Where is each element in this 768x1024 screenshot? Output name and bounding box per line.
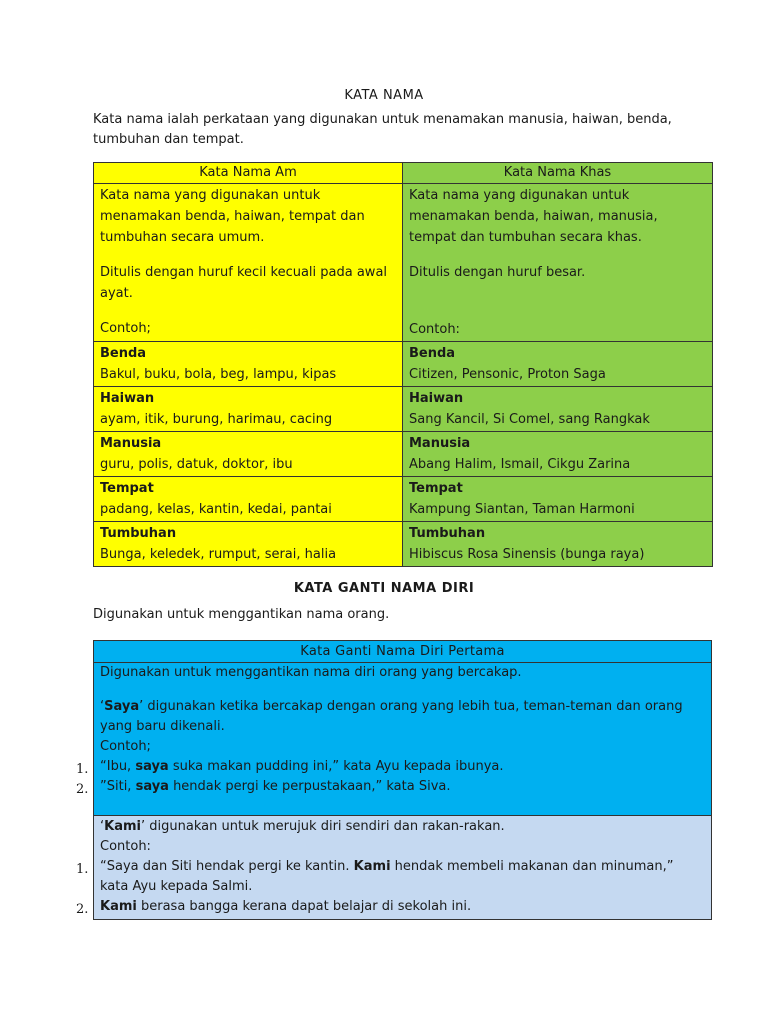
am-cell	[94, 477, 403, 522]
table-row	[94, 522, 713, 567]
header-kata-nama-khas: Kata Nama Khas	[403, 163, 713, 184]
am-examples: padang, kelas, kantin, kedai, pantai	[100, 502, 332, 517]
am-cell	[94, 432, 403, 477]
saya-cell	[94, 663, 712, 816]
example-text: “Ibu,	[100, 759, 136, 774]
kata-nama-table	[93, 162, 713, 567]
khas-examples: Kampung Siantan, Taman Harmoni	[409, 502, 635, 517]
kami-explain-line	[100, 817, 705, 837]
khas-cell	[403, 522, 713, 567]
khas-cell	[403, 477, 713, 522]
category-label: Tumbuhan	[409, 526, 486, 541]
list-number: 1.	[76, 762, 89, 777]
category-label: Haiwan	[409, 391, 464, 406]
kami-example-1	[100, 857, 705, 897]
example-text: ”Siti,	[100, 779, 136, 794]
am-desc1: Kata nama yang digunakan untuk menamakan benda, haiwan, tempat dan tumbuhan secara umum.	[100, 188, 365, 245]
khas-cell	[403, 432, 713, 477]
am-desc2: Ditulis dengan huruf kecil kecuali pada awal ayat.	[100, 265, 388, 301]
khas-examples: Hibiscus Rosa Sinensis (bunga raya)	[409, 547, 645, 562]
quote-open: ‘	[100, 699, 105, 714]
kata-ganti-intro: Digunakan untuk menggantikan nama orang.	[93, 607, 390, 622]
kata-nama-title: KATA NAMA	[344, 88, 424, 103]
category-label: Manusia	[409, 436, 471, 451]
quote-close: ’	[139, 699, 144, 714]
am-examples: Bunga, keledek, rumput, serai, halia	[100, 547, 337, 562]
khas-examples: Abang Halim, Ismail, Cikgu Zarina	[409, 457, 631, 472]
am-examples: guru, polis, datuk, doktor, ibu	[100, 457, 293, 472]
example-text: berasa bangga kerana dapat belajar di sekolah ini.	[136, 899, 472, 914]
saya-example-1	[100, 757, 705, 777]
kami-cell	[94, 816, 712, 920]
khas-cell	[403, 342, 713, 387]
quote-close: ’	[141, 819, 146, 834]
word-saya: Saya	[104, 699, 140, 714]
saya-explain: digunakan ketika bercakap dengan orang yang lebih tua, teman-teman dan orang yang baru dikenali.	[100, 699, 683, 734]
saya-desc: Digunakan untuk menggantikan nama diri orang yang bercakap.	[100, 665, 522, 680]
khas-contoh: Contoh:	[409, 322, 460, 337]
category-label: Benda	[409, 346, 456, 361]
khas-desc2: Ditulis dengan huruf besar.	[409, 265, 586, 280]
quote-open: ‘	[100, 819, 105, 834]
example-keyword: Kami	[100, 899, 137, 914]
list-number: 2.	[76, 902, 89, 917]
saya-explain-line	[100, 697, 705, 737]
category-label: Tempat	[100, 481, 154, 496]
example-keyword: saya	[135, 779, 169, 794]
am-examples: Bakul, buku, bola, beg, lampu, kipas	[100, 367, 337, 382]
table-row	[94, 477, 713, 522]
kata-ganti-title: KATA GANTI NAMA DIRI	[293, 581, 475, 596]
header-kata-ganti-pertama	[94, 641, 712, 663]
saya-example-2	[100, 777, 705, 797]
khas-examples: Sang Kancil, Si Comel, sang Rangkak	[409, 412, 650, 427]
word-kami: Kami	[104, 819, 141, 834]
khas-cell	[403, 387, 713, 432]
am-cell	[94, 342, 403, 387]
am-examples: ayam, itik, burung, harimau, cacing	[100, 412, 333, 427]
kami-contoh: Contoh:	[100, 839, 151, 854]
category-label: Haiwan	[100, 391, 155, 406]
am-cell	[94, 522, 403, 567]
category-label: Tempat	[409, 481, 463, 496]
category-label: Manusia	[100, 436, 162, 451]
kami-example-2	[100, 897, 705, 917]
header-label: Kata Ganti Nama Diri Pertama	[300, 644, 505, 659]
example-text: suka makan pudding ini,” kata Ayu kepada ibunya.	[168, 759, 504, 774]
am-contoh: Contoh;	[100, 321, 151, 336]
list-number: 1.	[76, 862, 89, 877]
category-label: Benda	[100, 346, 147, 361]
table-row	[94, 432, 713, 477]
kata-nama-intro: Kata nama ialah perkataan yang digunakan untuk menamakan manusia, haiwan, benda, tumbuhan dan tempat.	[93, 112, 672, 147]
category-label: Tumbuhan	[100, 526, 177, 541]
example-text: “Saya dan Siti hendak pergi ke kantin.	[100, 859, 354, 874]
table-row	[94, 342, 713, 387]
khas-examples: Citizen, Pensonic, Proton Saga	[409, 367, 606, 382]
khas-description-cell	[403, 184, 713, 342]
kata-ganti-table	[93, 640, 712, 920]
example-keyword: saya	[135, 759, 169, 774]
kami-explain: digunakan untuk merujuk diri sendiri dan rakan-rakan.	[145, 819, 505, 834]
am-cell	[94, 387, 403, 432]
example-text: hendak pergi ke perpustakaan,” kata Siva.	[168, 779, 451, 794]
khas-desc1: Kata nama yang digunakan untuk menamakan benda, haiwan, manusia, tempat dan tumbuhan secara khas.	[409, 188, 658, 245]
example-keyword: Kami	[353, 859, 391, 874]
saya-contoh: Contoh;	[100, 739, 151, 754]
list-number: 2.	[76, 782, 89, 797]
table-row	[94, 387, 713, 432]
example-text: hendak membeli makanan dan minuman,” kata Ayu kepada Salmi.	[100, 859, 674, 894]
header-kata-nama-am: Kata Nama Am	[94, 163, 403, 184]
am-description-cell	[94, 184, 403, 342]
